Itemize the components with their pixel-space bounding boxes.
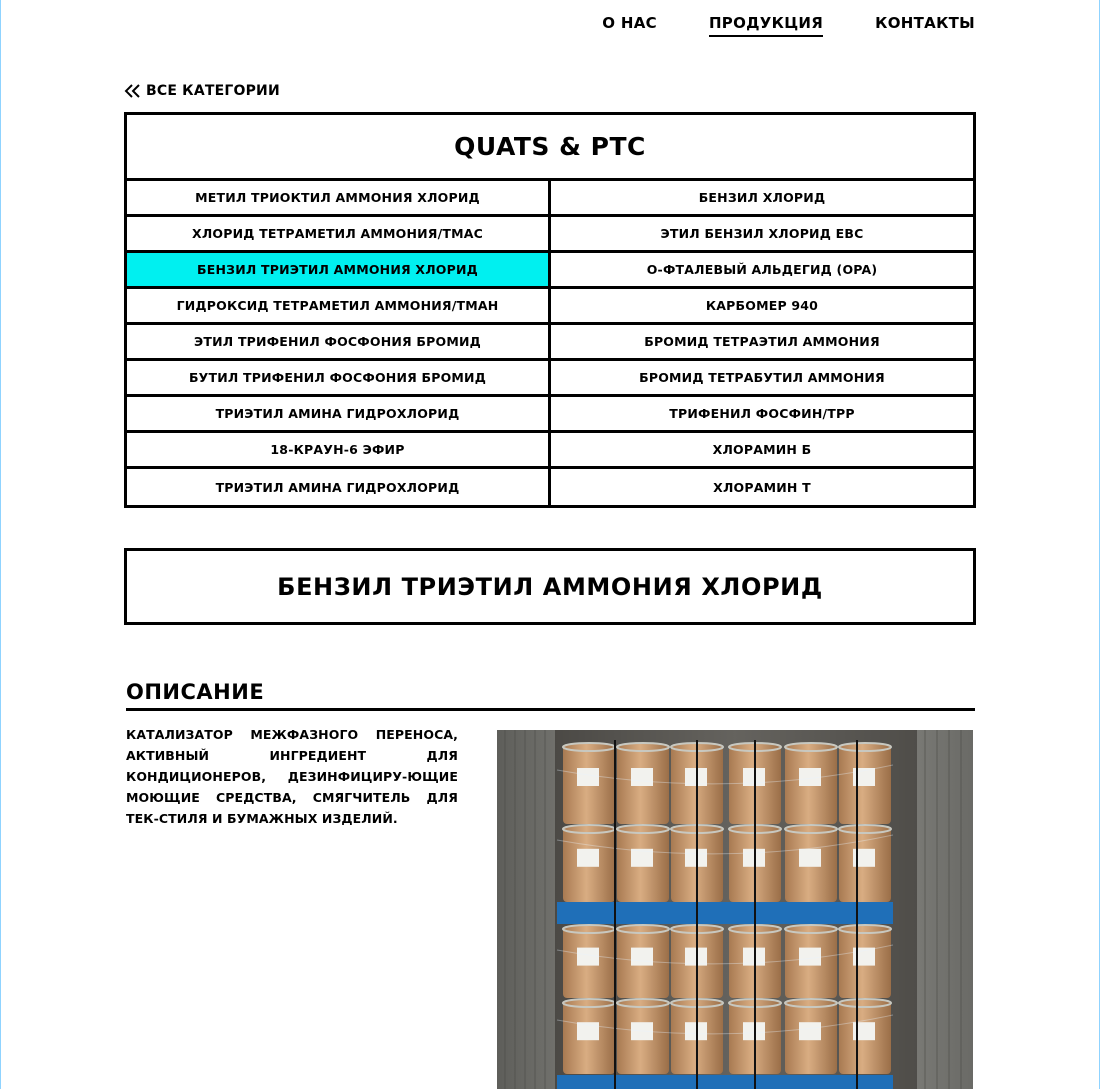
product-photo-image <box>497 730 973 1089</box>
drum-label <box>631 948 653 966</box>
drum-label <box>577 768 599 786</box>
category-item[interactable]: ХЛОРИД ТЕТРАМЕТИЛ АММОНИЯ/TMAC <box>127 217 551 253</box>
drum-label <box>799 948 821 966</box>
category-item[interactable]: БУТИЛ ТРИФЕНИЛ ФОСФОНИЯ БРОМИД <box>127 361 551 397</box>
drum-label <box>799 849 821 867</box>
double-chevron-left-icon <box>124 83 142 99</box>
category-title: QUATS & PTC <box>127 115 973 181</box>
category-table <box>124 112 976 508</box>
drum-label <box>631 768 653 786</box>
category-item[interactable]: ХЛОРАМИН Б <box>551 433 973 469</box>
category-item[interactable]: ХЛОРАМИН Т <box>713 479 811 495</box>
category-grid <box>127 181 973 505</box>
all-categories-label: ВСЕ КАТЕГОРИИ <box>146 83 280 99</box>
nav-contacts[interactable]: КОНТАКТЫ <box>875 14 975 32</box>
category-item[interactable]: КАРБОМЕР 940 <box>551 289 973 325</box>
all-categories-link[interactable] <box>124 83 280 99</box>
drum-label <box>799 768 821 786</box>
drum-label <box>577 948 599 966</box>
description-heading: ОПИСАНИЕ <box>126 680 975 711</box>
page-edge-left <box>0 0 1 1089</box>
nav-about[interactable]: О НАС <box>602 14 657 32</box>
drum-label <box>577 849 599 867</box>
category-item[interactable]: ТРИЭТИЛ АМИНА ГИДРОХЛОРИД <box>127 397 551 433</box>
product-photo <box>497 730 973 1089</box>
category-item[interactable]: БРОМИД ТЕТРАЭТИЛ АММОНИЯ <box>551 325 973 361</box>
category-item[interactable]: БРОМИД ТЕТРАБУТИЛ АММОНИЯ <box>551 361 973 397</box>
category-item[interactable]: 18-КРАУН-6 ЭФИР <box>127 433 551 469</box>
drum-label <box>799 1022 821 1040</box>
category-item[interactable]: ГИДРОКСИД ТЕТРАМЕТИЛ АММОНИЯ/TMAH <box>127 289 551 325</box>
category-item[interactable]: БЕНЗИЛ ТРИЭТИЛ АММОНИЯ ХЛОРИД <box>127 253 551 289</box>
category-item[interactable]: ЭТИЛ БЕНЗИЛ ХЛОРИД EBC <box>551 217 973 253</box>
description-text: КАТАЛИЗАТОР МЕЖФАЗНОГО ПЕРЕНОСА, АКТИВНЫЙ ИНГРЕДИЕНТ ДЛЯ КОНДИЦИОНЕРОВ, ДЕЗИНФИЦИРУ-ЮЩИЕ МОЮЩИЕ СРЕДСТВА, СМЯГЧИТЕЛЬ ДЛЯ ТЕК-СТИЛЯ И БУМАЖНЫХ ИЗДЕЛИЙ. <box>126 727 458 826</box>
nav-products[interactable]: ПРОДУКЦИЯ <box>709 14 823 37</box>
category-item[interactable]: ТРИЭТИЛ АМИНА ГИДРОХЛОРИД <box>127 469 551 505</box>
top-nav <box>602 14 975 37</box>
product-title: БЕНЗИЛ ТРИЭТИЛ АММОНИЯ ХЛОРИД <box>124 548 976 625</box>
category-item[interactable]: МЕТИЛ ТРИОКТИЛ АММОНИЯ ХЛОРИД <box>127 181 551 217</box>
category-item[interactable]: ТРИФЕНИЛ ФОСФИН/TPP <box>551 397 973 433</box>
category-item[interactable]: ЭТИЛ ТРИФЕНИЛ ФОСФОНИЯ БРОМИД <box>127 325 551 361</box>
category-item[interactable]: О-ФТАЛЕВЫЙ АЛЬДЕГИД (OPA) <box>551 253 973 289</box>
category-item[interactable]: БЕНЗИЛ ХЛОРИД <box>551 181 973 217</box>
